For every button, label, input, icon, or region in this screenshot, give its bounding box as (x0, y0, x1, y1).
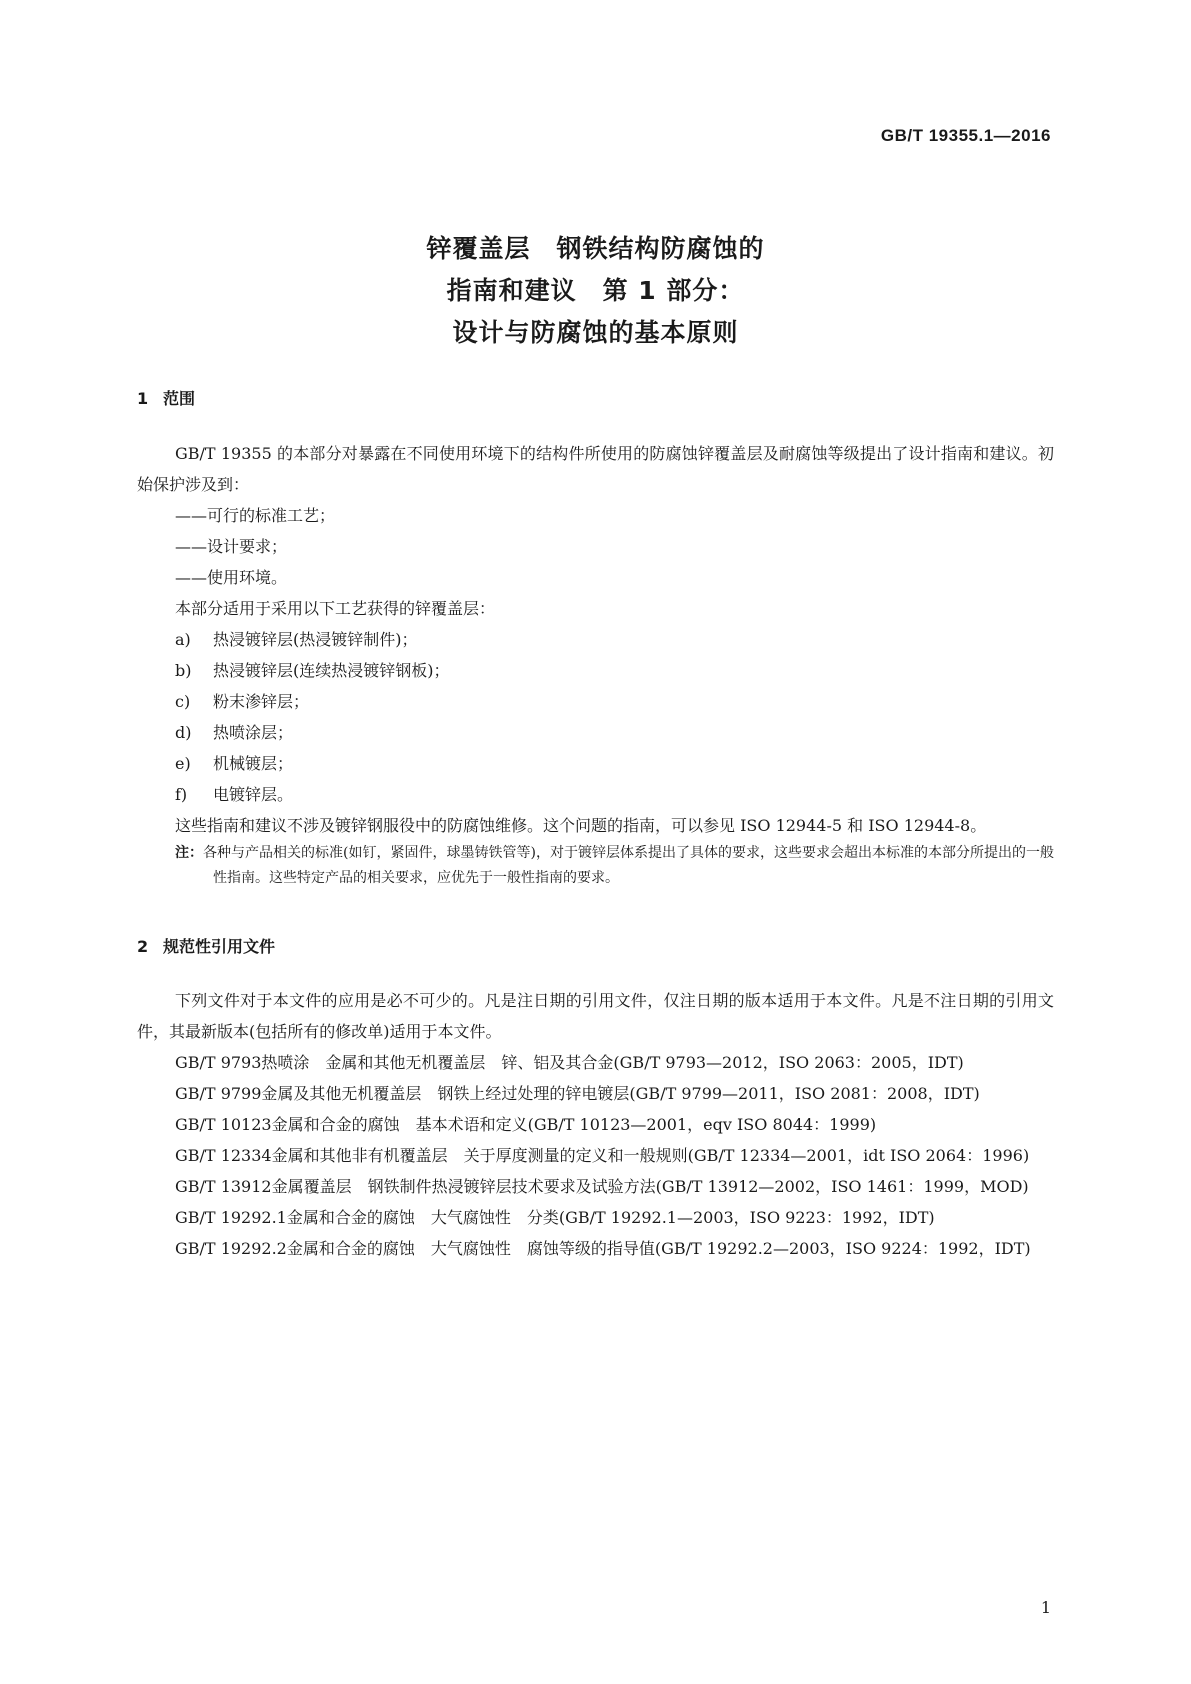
list-item-label: e) (175, 754, 191, 773)
list-item-label: f) (175, 785, 188, 804)
title-line-1: 锌覆盖层 钢铁结构防腐蚀的 (426, 234, 765, 263)
reference-entry (137, 1171, 1054, 1202)
reference-code: GB/T 19292.1 (175, 1208, 287, 1227)
reference-code: GB/T 13912 (175, 1177, 272, 1196)
reference-code: GB/T 10123 (175, 1115, 272, 1134)
section-2-body (137, 985, 1054, 1264)
reference-entry (137, 1140, 1054, 1171)
list-item-label: a) (175, 630, 191, 649)
reference-title: 金属和合金的腐蚀 大气腐蚀性 腐蚀等级的指导值(GB/T 19292.2—2003，ISO 9224：1992，IDT) (286, 1239, 1031, 1258)
list-item (137, 748, 1054, 779)
reference-code: GB/T 9799 (175, 1084, 262, 1103)
dash-item: ——可行的标准工艺； (175, 506, 336, 525)
list-item (137, 717, 1054, 748)
exclusion-text: 这些指南和建议不涉及镀锌钢服役中的防腐蚀维修。这个问题的指南，可以参见 ISO 12944-5 和 ISO 12944-8。 (175, 816, 987, 835)
section-number: 2 (137, 937, 149, 956)
reference-entry (137, 1109, 1054, 1140)
reference-title: 金属及其他无机覆盖层 钢铁上经过处理的锌电镀层(GB/T 9799—2011，ISO 2081：2008，IDT) (261, 1084, 980, 1103)
document-title (0, 228, 1191, 354)
list-item-label: c) (175, 692, 191, 711)
dash-item: ——设计要求； (175, 537, 288, 556)
list-item (137, 655, 1054, 686)
reference-title: 金属和合金的腐蚀 基本术语和定义(GB/T 10123—2001，eqv ISO 8044：1999) (271, 1115, 877, 1134)
reference-title: 热喷涂 金属和其他无机覆盖层 锌、铝及其合金(GB/T 9793—2012，ISO 2063：2005，IDT) (261, 1053, 964, 1072)
section-title: 范围 (163, 389, 196, 408)
reference-code: GB/T 12334 (175, 1146, 272, 1165)
reference-title: 金属和合金的腐蚀 大气腐蚀性 分类(GB/T 19292.1—2003，ISO 9223：1992，IDT) (286, 1208, 935, 1227)
references-intro: 下列文件对于本文件的应用是必不可少的。凡是注日期的引用文件，仅注日期的版本适用于本文件。凡是不注日期的引用文件，其最新版本(包括所有的修改单)适用于本文件。 (137, 991, 1054, 1041)
list-item-text: 热浸镀锌层(连续热浸镀锌钢板)； (213, 661, 450, 680)
reference-title: 金属覆盖层 钢铁制件热浸镀锌层技术要求及试验方法(GB/T 13912—2002，ISO 1461：1999，MOD) (271, 1177, 1029, 1196)
section-2-heading (137, 934, 275, 957)
section-number: 1 (137, 389, 149, 408)
list-item-text: 热喷涂层； (213, 723, 294, 742)
note-label: 注： (175, 845, 204, 861)
reference-code: GB/T 9793 (175, 1053, 262, 1072)
reference-entry (137, 1233, 1054, 1264)
section-1-body (137, 438, 1054, 891)
list-item (137, 624, 1054, 655)
reference-title: 金属和其他非有机覆盖层 关于厚度测量的定义和一般规则(GB/T 12334—2001，idt ISO 2064：1996) (271, 1146, 1030, 1165)
section-title: 规范性引用文件 (163, 937, 276, 956)
note-text: 各种与产品相关的标准(如钉，紧固件，球墨铸铁管等)，对于镀锌层体系提出了具体的要求，这些要求会超出本标准的本部分所提出的一般性指南。这些特定产品的相关要求，应优先于一般性指南的要求。 (203, 845, 1055, 886)
scope-intro: GB/T 19355 的本部分对暴露在不同使用环境下的结构件所使用的防腐蚀锌覆盖层及耐腐蚀等级提出了设计指南和建议。初始保护涉及到： (137, 444, 1054, 494)
reference-entry (137, 1202, 1054, 1233)
section-1-heading (137, 386, 195, 409)
list-item-label: d) (175, 723, 192, 742)
list-item-text: 热浸镀锌层(热浸镀锌制件)； (213, 630, 418, 649)
title-line-3: 设计与防腐蚀的基本原则 (452, 318, 739, 347)
list-item-label: b) (175, 661, 192, 680)
note (137, 841, 1054, 891)
list-item-text: 机械镀层； (213, 754, 294, 773)
applies-text: 本部分适用于采用以下工艺获得的锌覆盖层： (175, 599, 496, 618)
reference-entry (137, 1078, 1054, 1109)
page-number: 1 (1040, 1598, 1051, 1617)
list-item-text: 电镀锌层。 (213, 785, 294, 804)
list-item (137, 779, 1054, 810)
list-item (137, 686, 1054, 717)
standard-code: GB/T 19355.1—2016 (880, 126, 1051, 145)
list-item-text: 粉末渗锌层； (213, 692, 310, 711)
dash-item: ——使用环境。 (175, 568, 288, 587)
title-line-2: 指南和建议 第 1 部分： (446, 276, 745, 305)
reference-entry (137, 1047, 1054, 1078)
reference-code: GB/T 19292.2 (175, 1239, 287, 1258)
